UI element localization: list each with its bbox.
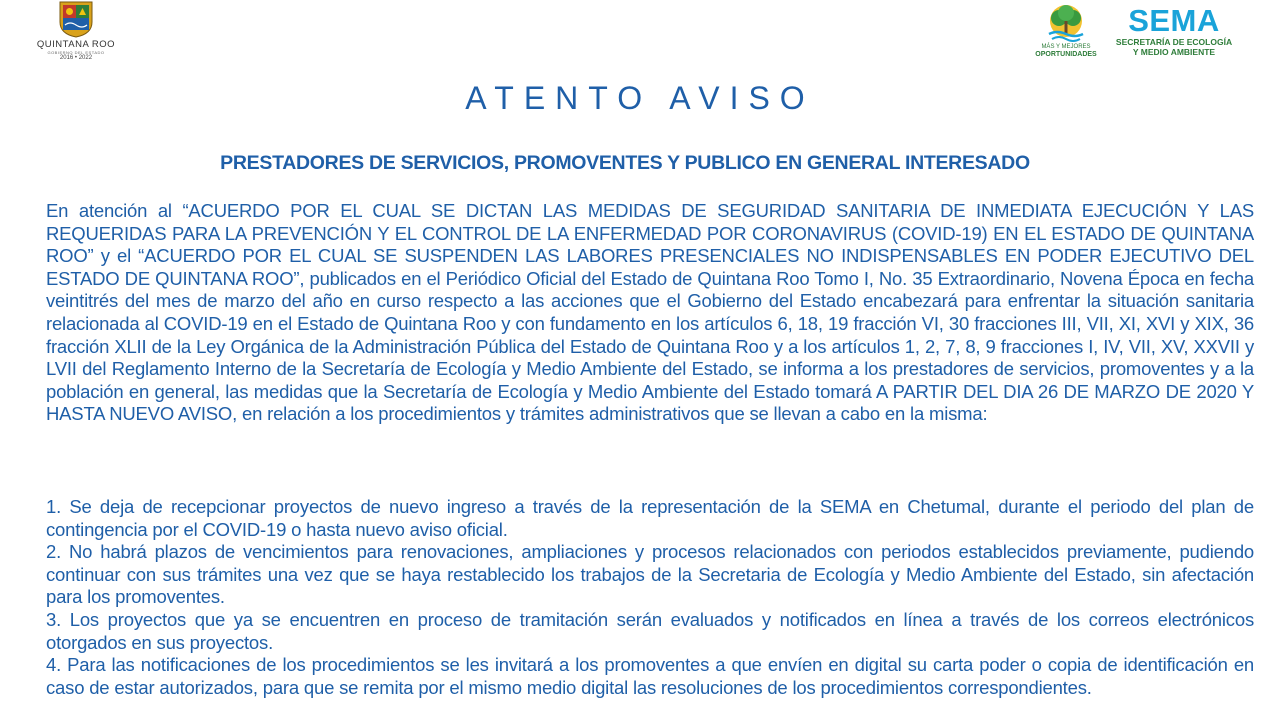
tree-slogan-line2: OPORTUNIDADES: [1035, 51, 1097, 58]
sema-name-line2: Y MEDIO AMBIENTE: [1132, 46, 1216, 57]
state-name: QUINTANA ROO: [36, 39, 116, 50]
state-government-label: GOBIERNO DEL ESTADO: [47, 50, 105, 55]
government-period: 2016 • 2022: [59, 55, 93, 61]
notice-audience: PRESTADORES DE SERVICIOS, PROMOVENTES Y PUBLICO EN GENERAL INTERESADO: [220, 152, 1030, 174]
tree-icon: [1043, 4, 1089, 44]
measures-list: [46, 496, 1254, 699]
page-title: ATENTO AVISO: [465, 80, 815, 116]
coat-of-arms-icon: [56, 0, 96, 38]
list-item: 3. Los proyectos que ya se encuentren en proceso de tramitación serán evaluados y notificados en línea a través de los correos electrónicos otorgados en sus proyectos.: [46, 608, 1254, 653]
sema-wordmark: SEMA: [1128, 3, 1220, 38]
tree-slogan-line1: MÁS Y MEJORES: [1041, 44, 1091, 50]
oportunidades-logo: [1030, 4, 1102, 66]
notice-body: En atención al “ACUERDO POR EL CUAL SE DICTAN LAS MEDIDAS DE SEGURIDAD SANITARIA DE INMEDIATA EJECUCIÓN Y LAS REQUERIDAS PARA LA PREVENCIÓN Y EL CONTROL DE LA ENFERMEDAD POR CORONAVIRUS (COVID-19) EN EL ESTADO DE QUINTANA ROO” y el “ACUERDO POR EL CUAL SE SUSPENDEN LAS LABORES PRESENCIALES NO INDISPENSABLES EN PODER EJECUTIVO DEL ESTADO DE QUINTANA ROO”, publicados en el Periódico Oficial del Estado de Quintana Roo Tomo I, No. 35 Extraordinario, Novena Época en fecha veintitrés del mes de marzo del año en curso respecto a las acciones que el Gobierno del Estado encabezará para enfrentar la situación sanitaria relacionada al COVID-19 en el Estado de Quintana Roo y con fundamento en los artículos 6, 18, 19 fracción VI, 30 fracciones III, VII, XI, XVI y XIX, 36 fracción XLII de la Ley Orgánica de la Administración Pública del Estado de Quintana Roo y a los artículos 1, 2, 7, 8, 9 fracciones I, IV, VII, XV, XXVII y LVII del Reglamento Interno de la Secretaría de Ecología y Medio Ambiente del Estado, se informa a los prestadores de servicios, promoventes y a la población en general, las medidas que la Secretaría de Ecología y Medio Ambiente del Estado tomará A PARTIR DEL DIA 26 DE MARZO DE 2020 Y HASTA NUEVO AVISO, en relación a los procedimientos y trámites administrativos que se llevan a cabo en la misma:: [46, 200, 1254, 425]
sema-name-line1: SECRETARÍA DE ECOLOGÍA: [1115, 37, 1233, 47]
quintana-roo-logo: [28, 0, 124, 68]
list-item: 4. Para las notificaciones de los procedimientos se les invitará a los promoventes a que envíen en digital su carta poder o copia de identificación en caso de estar autorizados, para que se remita por el mismo medio digital las resoluciones de los procedimientos correspondientes.: [46, 654, 1254, 698]
sema-logo: [1108, 4, 1240, 57]
list-item: 2. No habrá plazos de vencimientos para renovaciones, ampliaciones y procesos relacionados con periodos establecidos previamente, pudiendo continuar con sus trámites una vez que se haya restablecido los trabajos de la Secretaria de Ecología y Medio Ambiente del Estado, sin afectación para los promoventes.: [46, 541, 1254, 608]
list-item: 1. Se deja de recepcionar proyectos de nuevo ingreso a través de la representación de la SEMA en Chetumal, durante el periodo del plan de contingencia por el COVID-19 o hasta nuevo aviso oficial.: [46, 496, 1254, 540]
